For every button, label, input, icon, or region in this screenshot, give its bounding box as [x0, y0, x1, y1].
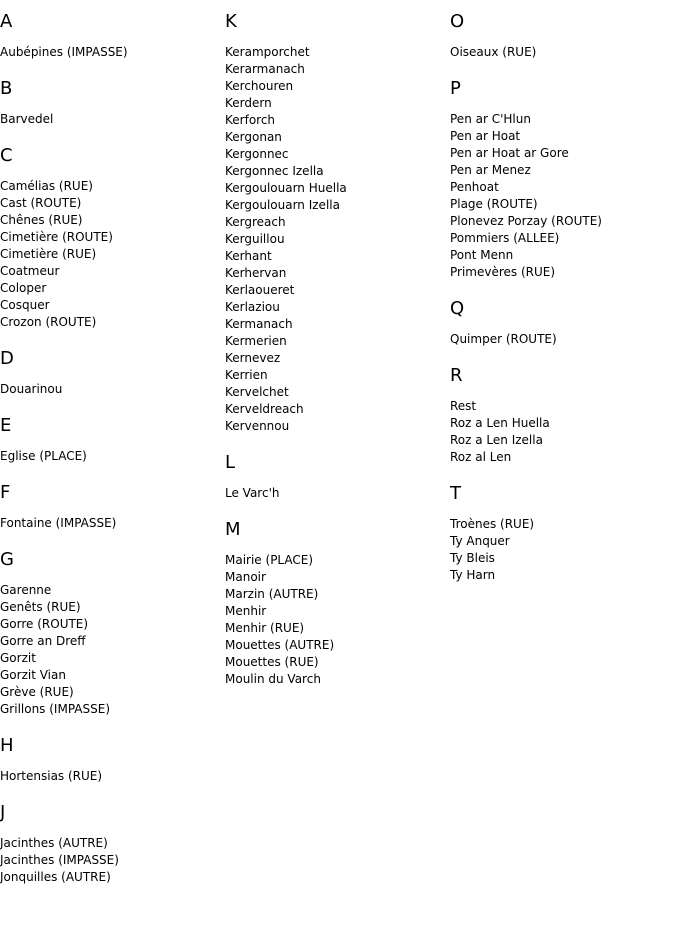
letter-group — [225, 516, 445, 688]
street-item: Jonquilles (AUTRE) — [0, 870, 111, 884]
street-item: Roz a Len Izella — [450, 433, 543, 447]
street-item: Kerarmanach — [225, 62, 305, 76]
letter-group — [225, 449, 445, 502]
street-item: Kergoulouarn Izella — [225, 198, 340, 212]
street-list — [225, 552, 445, 688]
street-list — [0, 178, 220, 331]
street-list — [0, 515, 220, 532]
street-item: Crozon (ROUTE) — [0, 315, 97, 329]
street-item: Coatmeur — [0, 264, 60, 278]
letter-heading: H — [0, 735, 14, 756]
letter-heading: F — [0, 482, 11, 503]
street-list — [450, 111, 670, 281]
street-item: Kervelchet — [225, 385, 289, 399]
street-item: Kerveldreach — [225, 402, 304, 416]
street-list — [0, 582, 220, 718]
street-item: Mouettes (RUE) — [225, 655, 319, 669]
letter-group — [0, 142, 220, 331]
street-item: Genêts (RUE) — [0, 600, 81, 614]
letter-heading: C — [0, 145, 13, 166]
street-list — [225, 44, 445, 435]
street-item: Ty Anquer — [450, 534, 510, 548]
street-item: Kervennou — [225, 419, 290, 433]
street-item: Kergoulouarn Huella — [225, 181, 347, 195]
letter-group — [450, 295, 670, 348]
letter-group — [225, 8, 445, 435]
street-item: Jacinthes (IMPASSE) — [0, 853, 119, 867]
street-item: Kerforch — [225, 113, 276, 127]
letter-heading: B — [0, 78, 13, 99]
street-item: Penhoat — [450, 180, 499, 194]
letter-heading: Q — [450, 298, 465, 319]
street-item: Pen ar C'Hlun — [450, 112, 531, 126]
letter-heading: L — [225, 452, 236, 473]
letter-group — [0, 546, 220, 718]
letter-heading: O — [450, 11, 465, 32]
street-list — [450, 331, 670, 348]
street-item: Manoir — [225, 570, 266, 584]
letter-heading: P — [450, 78, 461, 99]
street-item: Pen ar Hoat — [450, 129, 521, 143]
street-item: Kernevez — [225, 351, 281, 365]
street-item: Pen ar Menez — [450, 163, 531, 177]
street-item: Kerchouren — [225, 79, 294, 93]
street-item: Kerguillou — [225, 232, 285, 246]
street-list — [0, 448, 220, 465]
street-list — [0, 111, 220, 128]
street-list — [0, 768, 220, 785]
street-item: Cimetière (ROUTE) — [0, 230, 113, 244]
street-item: Kermerien — [225, 334, 287, 348]
index-column-2 — [225, 8, 445, 702]
index-column-3 — [450, 8, 670, 598]
street-item: Coloper — [0, 281, 47, 295]
letter-heading: D — [0, 348, 14, 369]
letter-group — [0, 799, 220, 886]
letter-heading: G — [0, 549, 14, 570]
letter-group — [450, 8, 670, 61]
street-item: Grève (RUE) — [0, 685, 74, 699]
street-item: Menhir — [225, 604, 267, 618]
street-item: Kermanach — [225, 317, 293, 331]
letter-group — [450, 75, 670, 281]
street-list — [225, 485, 445, 502]
street-item: Kergonnec — [225, 147, 289, 161]
street-item: Kergreach — [225, 215, 286, 229]
street-item: Eglise (PLACE) — [0, 449, 87, 463]
street-item: Jacinthes (AUTRE) — [0, 836, 108, 850]
street-item: Rest — [450, 399, 477, 413]
street-item: Mairie (PLACE) — [225, 553, 314, 567]
street-item: Le Varc'h — [225, 486, 280, 500]
street-item: Cast (ROUTE) — [0, 196, 82, 210]
street-item: Douarinou — [0, 382, 63, 396]
street-item: Barvedel — [0, 112, 54, 126]
street-item: Kerdern — [225, 96, 272, 110]
street-item: Cosquer — [0, 298, 50, 312]
street-item: Gorzit — [0, 651, 36, 665]
letter-group — [0, 345, 220, 398]
index-column-1 — [0, 8, 220, 900]
letter-heading: T — [450, 483, 461, 504]
street-item: Roz a Len Huella — [450, 416, 550, 430]
street-item: Primevères (RUE) — [450, 265, 556, 279]
street-item: Garenne — [0, 583, 52, 597]
letter-group — [0, 479, 220, 532]
street-item: Kergonnec Izella — [225, 164, 324, 178]
letter-heading: R — [450, 365, 463, 386]
street-item: Cimetière (RUE) — [0, 247, 97, 261]
letter-heading: A — [0, 11, 13, 32]
street-list — [0, 44, 220, 61]
letter-group — [450, 362, 670, 466]
street-item: Quimper (ROUTE) — [450, 332, 557, 346]
street-item: Plonevez Porzay (ROUTE) — [450, 214, 602, 228]
street-list — [0, 381, 220, 398]
street-item: Kerlaziou — [225, 300, 280, 314]
street-item: Gorre (ROUTE) — [0, 617, 89, 631]
street-item: Grillons (IMPASSE) — [0, 702, 110, 716]
letter-group — [0, 75, 220, 128]
street-item: Marzin (AUTRE) — [225, 587, 319, 601]
street-item: Moulin du Varch — [225, 672, 321, 686]
street-item: Menhir (RUE) — [225, 621, 305, 635]
street-item: Aubépines (IMPASSE) — [0, 45, 128, 59]
street-list — [450, 516, 670, 584]
street-list — [450, 398, 670, 466]
letter-heading: E — [0, 415, 12, 436]
street-item: Chênes (RUE) — [0, 213, 83, 227]
street-item: Gorre an Dreff — [0, 634, 86, 648]
letter-group — [0, 8, 220, 61]
letter-heading: K — [225, 11, 237, 32]
street-item: Pen ar Hoat ar Gore — [450, 146, 569, 160]
street-list — [0, 835, 220, 886]
street-item: Kerhant — [225, 249, 272, 263]
street-item: Kergonan — [225, 130, 282, 144]
street-item: Mouettes (AUTRE) — [225, 638, 335, 652]
street-item: Ty Harn — [450, 568, 496, 582]
letter-group — [0, 412, 220, 465]
street-list — [450, 44, 670, 61]
street-item: Camélias (RUE) — [0, 179, 93, 193]
street-item: Pommiers (ALLEE) — [450, 231, 560, 245]
street-item: Hortensias (RUE) — [0, 769, 103, 783]
letter-group — [450, 480, 670, 584]
street-item: Plage (ROUTE) — [450, 197, 538, 211]
letter-heading: M — [225, 519, 241, 540]
street-item: Roz al Len — [450, 450, 512, 464]
street-item: Pont Menn — [450, 248, 514, 262]
street-item: Gorzit Vian — [0, 668, 66, 682]
street-item: Ty Bleis — [450, 551, 495, 565]
letter-heading: J — [0, 802, 6, 823]
street-item: Troènes (RUE) — [450, 517, 535, 531]
street-item: Kerhervan — [225, 266, 287, 280]
street-item: Fontaine (IMPASSE) — [0, 516, 117, 530]
street-item: Oiseaux (RUE) — [450, 45, 537, 59]
street-item: Kerlaoueret — [225, 283, 295, 297]
street-item: Keramporchet — [225, 45, 310, 59]
letter-group — [0, 732, 220, 785]
street-item: Kerrien — [225, 368, 268, 382]
